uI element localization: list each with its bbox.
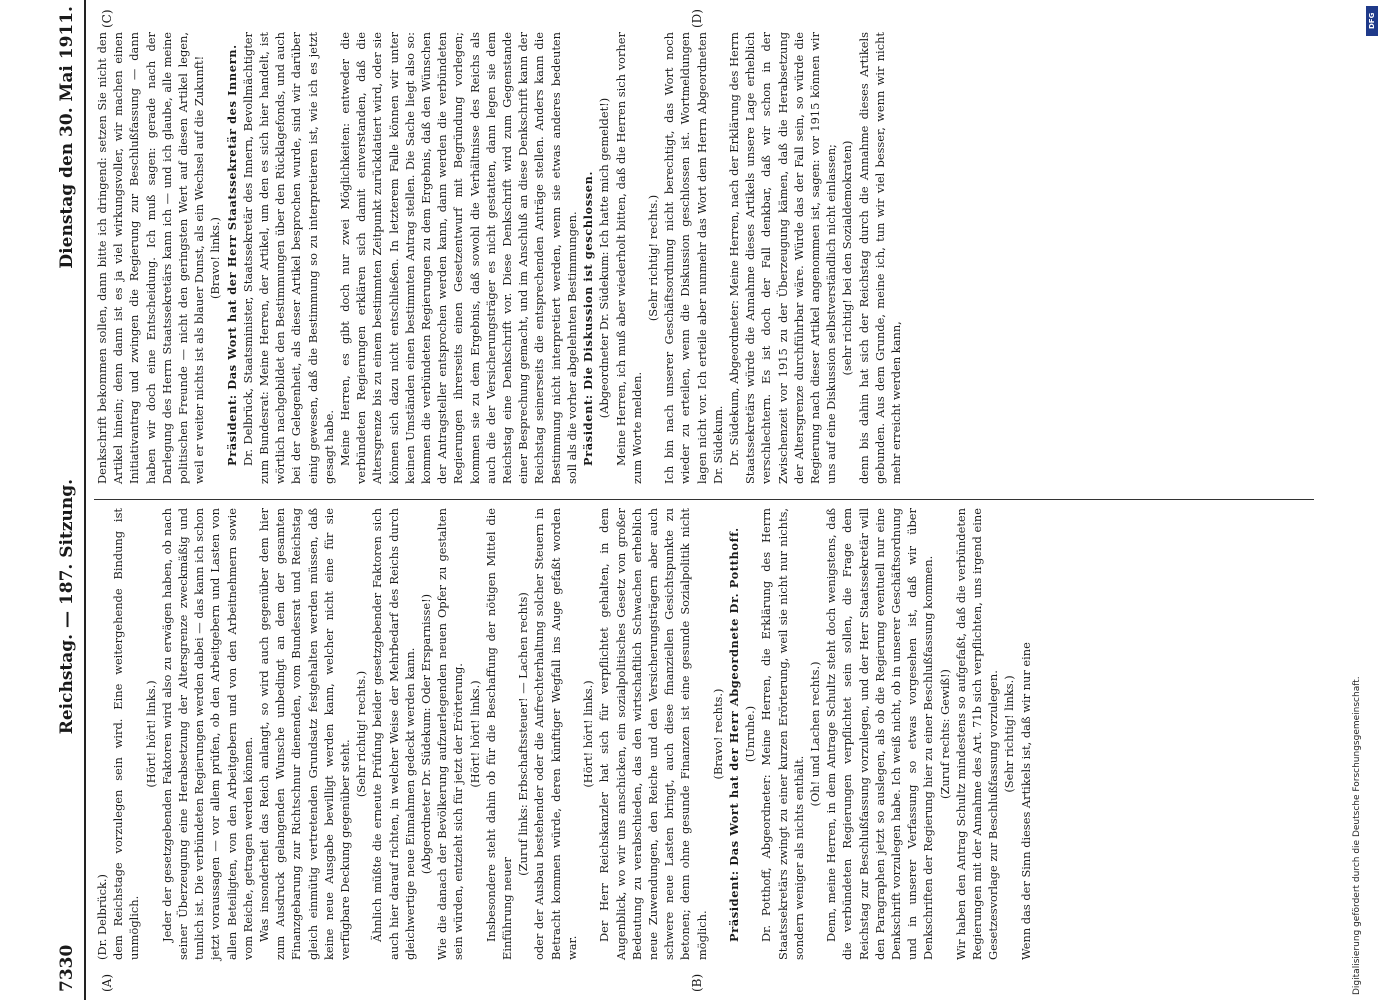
interjection: (Abgeordneter Dr. Südekum: Oder Ersparnisse!) — [419, 593, 434, 875]
interjection: (Hört! hört! links.) — [143, 680, 158, 788]
paragraph: dem Reichstage vorzulegen sein wird. Eine weitergehende Bindung ist unmöglich. — [111, 508, 142, 960]
interjection: (sehr richtig! bei den Sozialdemokraten) — [840, 140, 855, 376]
interjection: (Hört! hört! links.) — [467, 680, 482, 788]
interjection: (Sehr richtig! rechts.) — [645, 194, 660, 322]
page-header — [50, 0, 86, 1000]
interjection: (Abgeordneter Dr. Südekum: Ich hatte mich gemeldet!) — [597, 97, 612, 419]
margin-marker-c: (C) — [100, 9, 114, 28]
president-line: Präsident: Das Wort hat der Herr Staatssekretär des Innern. — [224, 44, 239, 466]
interjection: (Bravo! rechts.) — [710, 688, 725, 780]
digitization-credit: Digitalisierung gefördert durch die Deutsche Forschungsgemeinschaft. — [1352, 676, 1362, 995]
paragraph: Was insonderheit das Reich anlangt, so wird auch gegenüber dem hier zum Ausdruck gelangenden Wunsche unbedingt an dem der gesamten Finanzgebarung zur Richtschnur dienenden, vom Bundesrat und Reichstag gleich einmütig vertretenden Grundsatz festgehalten werden müssen, daß keine neue Ausgabe bewilligt werden kann, welcher nicht eine für sie verfügbare Deckung gegenüber steht. — [257, 508, 353, 960]
paragraph: Denn, meine Herren, in dem Antrage Schultz steht doch wenigstens, daß die verbündeten Regierungen verpflichtet sein sollen, die Frage dem Reichstag zur Beschlußfassung vorzulegen, und der Herr Staatssekretär will den Paragraphen jetzt so auslegen, als ob die Regierung eventuell nur eine Denkschrift vorzulegen habe. Ich weiß nicht, ob in unserer Geschäftsordnung und in unserer Verfassung so etwas vorgesehen ist, daß wir über Denkschriften der Regierung hier zu einer Beschlußfassung kommen. — [824, 508, 936, 960]
interjection: (Zuruf links: Erbschaftssteuer! — Lachen rechts) — [516, 592, 531, 876]
session-date: Dienstag den 30. Mai 1911. — [57, 6, 77, 269]
paragraph: Wir haben den Antrag Schultz mindestens so aufgefaßt, daß die verbündeten Regierungen mit der Annahme des Art. 71b sich verpflichten, uns irgend eine Gesetzesvorlage zur Beschlußfassung vorzulegen. — [953, 508, 1001, 960]
interjection: (Oh! und Lachen rechts.) — [807, 661, 822, 807]
interjection: (Sehr richtig! links.) — [1002, 675, 1017, 793]
paragraph: Insbesondere steht dahin ob für die Beschaffung der nötigen Mittel die Einführung neuer — [483, 508, 515, 960]
paragraph: Wie die danach der Bevölkerung aufzuerlegenden neuen Opfer zu gestalten sein würden, entzieht sich für jetzt der Erörterung. — [435, 508, 466, 960]
interjection: (Zuruf rechts: Gewiß!) — [937, 669, 952, 799]
paragraph: Ähnlich müßte die erneute Prüfung beider gesetzgebender Faktoren sich auch hier darauf richten, in welcher Weise der Mehrbedarf des Reichs durch gleichwertige neue Einnahmen gedeckt werden kann. — [370, 508, 417, 960]
page-number: 7330 — [57, 944, 77, 992]
column-right — [94, 32, 904, 484]
interjection: (Bravo! links.) — [208, 217, 223, 299]
column-divider — [94, 499, 1314, 500]
interjection: (Unruhe.) — [743, 705, 758, 763]
paragraph: oder der Ausbau bestehender oder die Aufrechterhaltung solcher Steuern in Betracht kommen würde, deren künftiger Wegfall ins Auge gefaßt worden war. — [532, 508, 579, 960]
column-left — [94, 508, 1034, 960]
paragraph: Dr. Südekum, Abgeordneter: Meine Herren, nach der Erklärung des Herrn Staatssekretärs würde die Annahme dieses Artikels unsere Lage erheblich verschlechtern. Es ist doch der Fall denkbar, daß wir schon in der Zwischenzeit vor 1915 zu der Überzeugung kämen, daß die Herabsetzung der Altersgrenze durchführbar wäre. Würde das der Fall sein, so würde die Regierung nach dieser Artikel angenommen ist, sagen: vor 1915 können wir uns auf eine Diskussion selbstverständlich nicht einlassen; — [726, 32, 839, 484]
paragraph: Dr. Potthoff, Abgeordneter: Meine Herren, die Erklärung des Herrn Staatssekretärs zwingt zu einer kurzen Erörterung, weil sie nicht nur nichts, sondern weniger als nichts enthält. — [759, 508, 806, 960]
rotated-page — [50, 0, 1350, 1000]
paragraph: (Dr. Delbrück.) — [95, 874, 109, 960]
paragraph: Ich bin nach unserer Geschäftsordnung nicht berechtigt, das Wort noch wieder zu erteilen, wenn die Diskussion geschlossen ist. Wortmeldungen lagen nicht vor. Ich erteile aber nunmehr das Wort dem Herrn Abgeordneten Dr. Südekum. — [662, 32, 725, 484]
paragraph: Der Herr Reichskanzler hat sich für verpflichtet gehalten, in dem Augenblick, wo wir uns anschicken, ein sozialpolitisches Gesetz von großer Bedeutung zu verabschieden, das den wirtschaftlich Schwachen erheblich neue Zuwendungen, den Reiche und den Versicherungsträgern aber auch schwere neue Lasten bringt, auch diese finanziellen Gesichtspunkte zu betonen; denn ohne gesunde Finanzen ist eine gesunde Sozialpolitik nicht möglich. — [597, 508, 709, 960]
paragraph: Meine Herren, es gibt doch nur zwei Möglichkeiten: entweder die verbündeten Regierungen erklären sich damit einverstanden, daß die Altersgrenze bis zu einem bestimmten Zeitpunkt zurückdatiert wird, oder sie können sich dazu nicht entschließen. In letzterem Falle können wir unter keinen Umständen einen bestimmten Antrag stellen. Die Sache liegt also so: kommen die verbündeten Regierungen zu dem Ergebnis, daß den Wünschen der Antragsteller entsprochen werden kann, dann werden die verbündeten Regierungen ihrerseits einen Gesetzentwurf mit Begründung vorlegen; kommen sie zu dem Ergebnis, daß sowohl die Verhältnisse des Reichs als auch die der Versicherungsträger es nicht gestatten, dann legen sie dem Reichstag eine Denkschrift vor. Diese Denkschrift wird zum Gegenstande einer Besprechung gemacht, und im Anschluß an diese Denkschrift kann der Reichstag seinerseits die entsprechenden Anträge stellen. Anders kann die Bestimmung nicht interpretiert werden, wenn sie etwas anderes bedeuten soll als die vorher abgelehnten Bestimmungen. — [338, 32, 579, 484]
interjection: (Hört! hört! links.) — [581, 680, 596, 788]
paragraph: denn bis dahin hat sich der Reichstag durch die Annahme dieses Artikels gebunden. Aus dem Grunde, meine ich, tun wir viel besser, wenn wir nicht mehr erreicht werden kann, — [856, 32, 903, 484]
dfg-logo: DFG — [1366, 6, 1378, 36]
paragraph: Wenn das der Sinn dieses Artikels ist, daß wir nur eine — [1018, 642, 1033, 960]
president-line: Präsident: Die Diskussion ist geschlossen. — [581, 170, 596, 466]
margin-marker-a: (A) — [100, 973, 114, 992]
paragraph: Meine Herren, ich muß aber wiederholt bitten, daß die Herren sich vorher zum Worte melden. — [613, 32, 644, 484]
paragraph: Denkschrift bekommen sollen, dann bitte ich dringend: setzen Sie nicht den Artikel hinein; denn dann ist es ja viel wirkungsvoller, wir machen einen Initiativantrag und zwingen die Regierung zur Beschlußfassung — dann haben wir doch eine Entscheidung. Ich muß sagen: gerade nach der Darlegung des Herrn Staatssekretärs kann ich — und ich glaube, alle meine politischen Freunde — nicht den geringsten Wert auf diesen Artikel legen, weil er weiter nichts ist als blauer Dunst, als ein Wechsel auf die Zukunft! — [95, 32, 207, 484]
paragraph: Jeder der gesetzgebenden Faktoren wird also zu erwägen haben, ob nach seiner Überzeugung eine Herabsetzung der Altersgrenze zweckmäßig und tunlich ist. Die verbündeten Regierungen werden dabei — das kann ich schon jetzt voraussagen — vor allem prüfen, ob den Arbeitgebern und Lasten von allen Beteiligten, von den Arbeitgebern und von den Arbeitnehmern sowie vom Reiche, getragen werden können. — [159, 508, 255, 960]
margin-marker-b: (B) — [690, 973, 704, 992]
margin-marker-d: (D) — [690, 9, 704, 28]
interjection: (Sehr richtig! rechts.) — [354, 670, 369, 798]
paragraph: Dr. Delbrück, Staatsminister, Staatssekretär des Innern, Bevollmächtigter zum Bundesrat: Meine Herren, der Artikel, um den es sich hier handelt, ist wörtlich nachgebildet den Bestimmungen über den Rücklagefonds, und auch bei der Gelegenheit, als dieser Artikel besprochen wurde, sind wir darüber einig gewesen, daß die Bestimmung so zu interpretieren ist, wie ich es jetzt gesagt habe. — [240, 32, 336, 484]
president-line: Präsident: Das Wort hat der Herr Abgeordnete Dr. Potthoff. — [726, 527, 741, 942]
session-title: Reichstag. — 187. Sitzung. — [57, 478, 77, 735]
